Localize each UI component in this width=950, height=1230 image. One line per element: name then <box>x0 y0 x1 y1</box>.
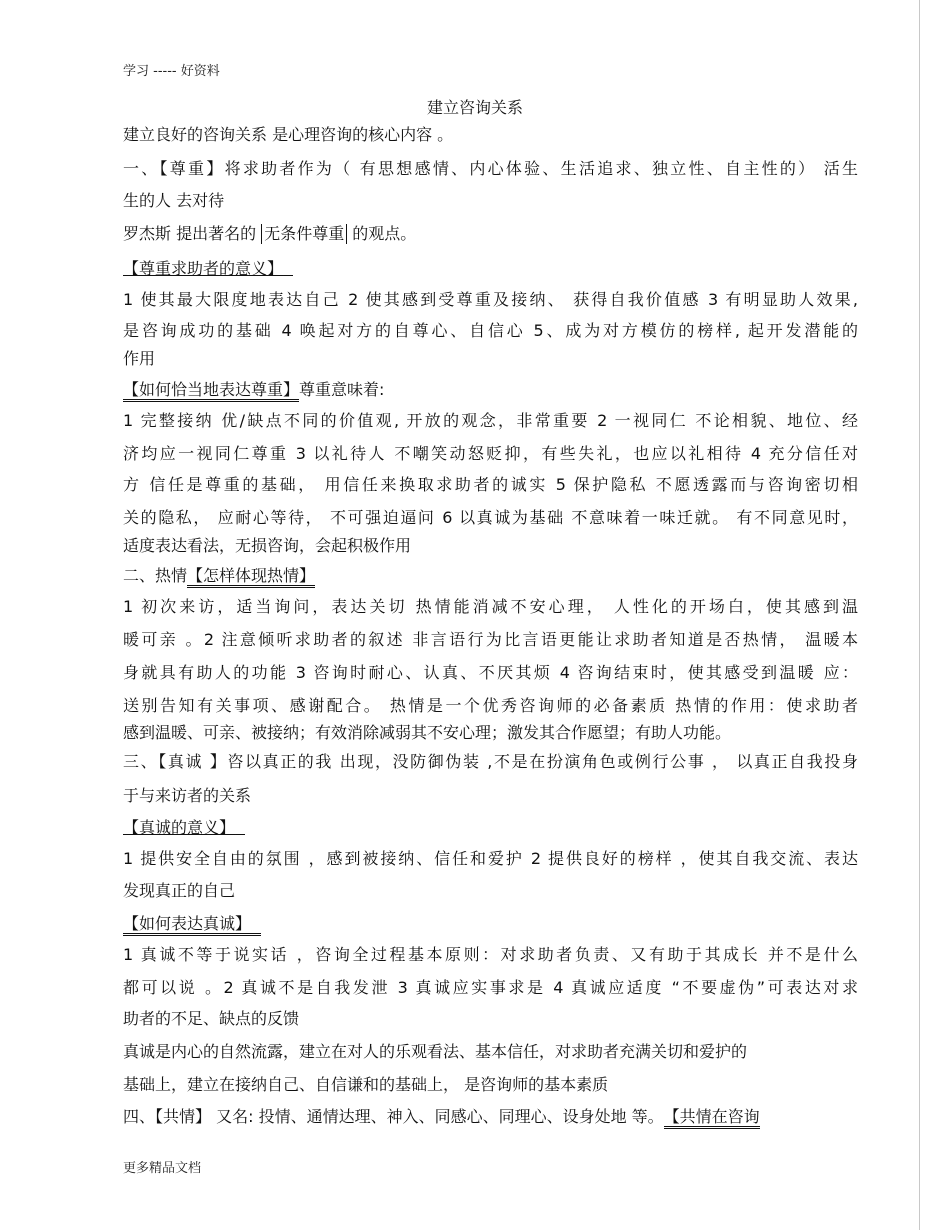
respect-how-heading-text: 【如何恰当地表达尊重】 <box>123 381 299 402</box>
respect-how-line-5: 适度表达看法，无损咨询，会起积极作用 <box>123 536 412 555</box>
respect-meaning-line-2: 是咨询成功的基础 4 唤起对方的自尊心、自信心 5、成为对方模仿的榜样, 起开发潜能的 <box>123 321 858 340</box>
sincerity-line-2: 于与来访者的关系 <box>123 786 252 805</box>
sincerity-how-line-1: 1 真诚不等于说实话 ，咨询全过程基本原则：对求助者负责、又有助于其成长 并不是什么 <box>123 945 858 964</box>
sincerity-meaning-line-2: 发现真正的自己 <box>123 881 236 900</box>
rogers-line <box>123 224 416 244</box>
respect-how-heading-rest: 尊重意味着: <box>299 380 385 399</box>
page-footer: 更多精品文档 <box>123 1161 202 1176</box>
respect-meaning-line-3: 作用 <box>123 349 156 368</box>
intro-line: 建立良好的咨询关系 是心理咨询的核心内容 。 <box>123 125 454 144</box>
respect-line-2: 生的人 去对待 <box>123 191 225 210</box>
sincerity-line-1: 三、【真诚 】咨以真正的我 出现，没防御伪装 ,不是在扮演角色或例行公事 ， 以真正自我投身 <box>123 752 858 771</box>
warmth-line-5: 感到温暖、可亲、被接纳；有效消除减弱其不安心理；激发其合作愿望；有助人功能。 <box>123 723 732 742</box>
unconditional-respect-box: 无条件尊重 <box>261 224 347 244</box>
empathy-line-1 <box>123 1107 858 1129</box>
sincerity-note-line-2: 基础上，建立在接纳自己、自信谦和的基础上， 是咨询师的基本素质 <box>123 1075 609 1094</box>
warmth-heading-text: 【怎样体现热情】 <box>187 567 315 588</box>
respect-line-1: 一、【尊重】将求助者作为（ 有思想感情、内心体验、生活追求、独立性、自主性的） 活生 <box>123 159 858 178</box>
respect-how-heading <box>123 380 384 402</box>
rogers-prefix: 罗杰斯 提出著名的 <box>123 224 262 243</box>
respect-how-line-1: 1 完整接纳 优/缺点不同的价值观, 开放的观念，非常重要 2 一视同仁 不论相貌、地位、经 <box>123 411 858 430</box>
warmth-heading <box>123 566 315 588</box>
respect-how-line-3: 方 信任是尊重的基础， 用信任来换取求助者的诚实 5 保护隐私 不愿透露而与咨询密切相 <box>123 475 858 494</box>
sincerity-meaning-heading <box>123 818 245 838</box>
sincerity-how-line-3: 助者的不足、缺点的反馈 <box>123 1009 300 1028</box>
sincerity-how-heading-text: 【如何表达真诚】 <box>123 915 251 936</box>
empathy-link-heading: 【共情在咨询 <box>664 1108 760 1129</box>
page-edge-line <box>919 0 920 1230</box>
respect-meaning-line-1: 1 使其最大限度地表达自己 2 使其感到受尊重及接纳、 获得自我价值感 3 有明显助人效果, <box>123 290 858 309</box>
warmth-line-2: 暖可亲 。2 注意倾听求助者的叙述 非言语行为比言语更能让求助者知道是否热情， 温暖本 <box>123 630 858 649</box>
respect-meaning-heading <box>123 259 293 279</box>
respect-how-line-4: 关的隐私， 应耐心等待， 不可强迫逼问 6 以真诚为基础 不意味着一味迁就。 有不同意见时， <box>123 508 858 527</box>
sincerity-note-line-1: 真诚是内心的自然流露，建立在对人的乐观看法、基本信任，对求助者充满关切和爱护的 <box>123 1042 748 1061</box>
sincerity-how-heading <box>123 914 261 936</box>
respect-how-line-2: 济均应一视同仁尊重 3 以礼待人 不嘲笑动怒贬抑，有些失礼，也应以礼相待 4 充分信任对 <box>123 444 858 463</box>
warmth-line-3: 身就具有助人的功能 3 咨询时耐心、认真、不厌其烦 4 咨询结束时，使其感受到温暖 应： <box>123 663 858 682</box>
rogers-suffix: 的观点。 <box>347 224 417 243</box>
page-title: 建立咨询关系 <box>426 98 523 117</box>
sincerity-meaning-line-1: 1 提供安全自由的氛围 ，感到被接纳、信任和爱护 2 提供良好的榜样 ，使其自我交流、表达 <box>123 849 858 868</box>
warmth-line-4: 送别告知有关事项、感谢配合。 热情是一个优秀咨询师的必备素质 热情的作用：使求助者 <box>123 696 858 715</box>
warmth-heading-prefix: 二、热情 <box>123 566 188 585</box>
respect-meaning-heading-text: 【尊重求助者的意义】 <box>123 259 284 278</box>
sincerity-how-line-2: 都可以说 。2 真诚不是自我发泄 3 真诚应实事求是 4 真诚应适度 “不要虚伪”可表达对求 <box>123 978 858 997</box>
page-header: 学习 ----- 好资料 <box>123 64 220 79</box>
sincerity-meaning-heading-text: 【真诚的意义】 <box>123 818 236 837</box>
empathy-line-1-text: 四、【共情】 又名: 投情、通情达理、神入、同感心、同理心、设身处地 等。 <box>123 1107 664 1126</box>
warmth-line-1: 1 初次来访，适当询问，表达关切 热情能消减不安心理， 人性化的开场白，使其感到温 <box>123 597 858 616</box>
